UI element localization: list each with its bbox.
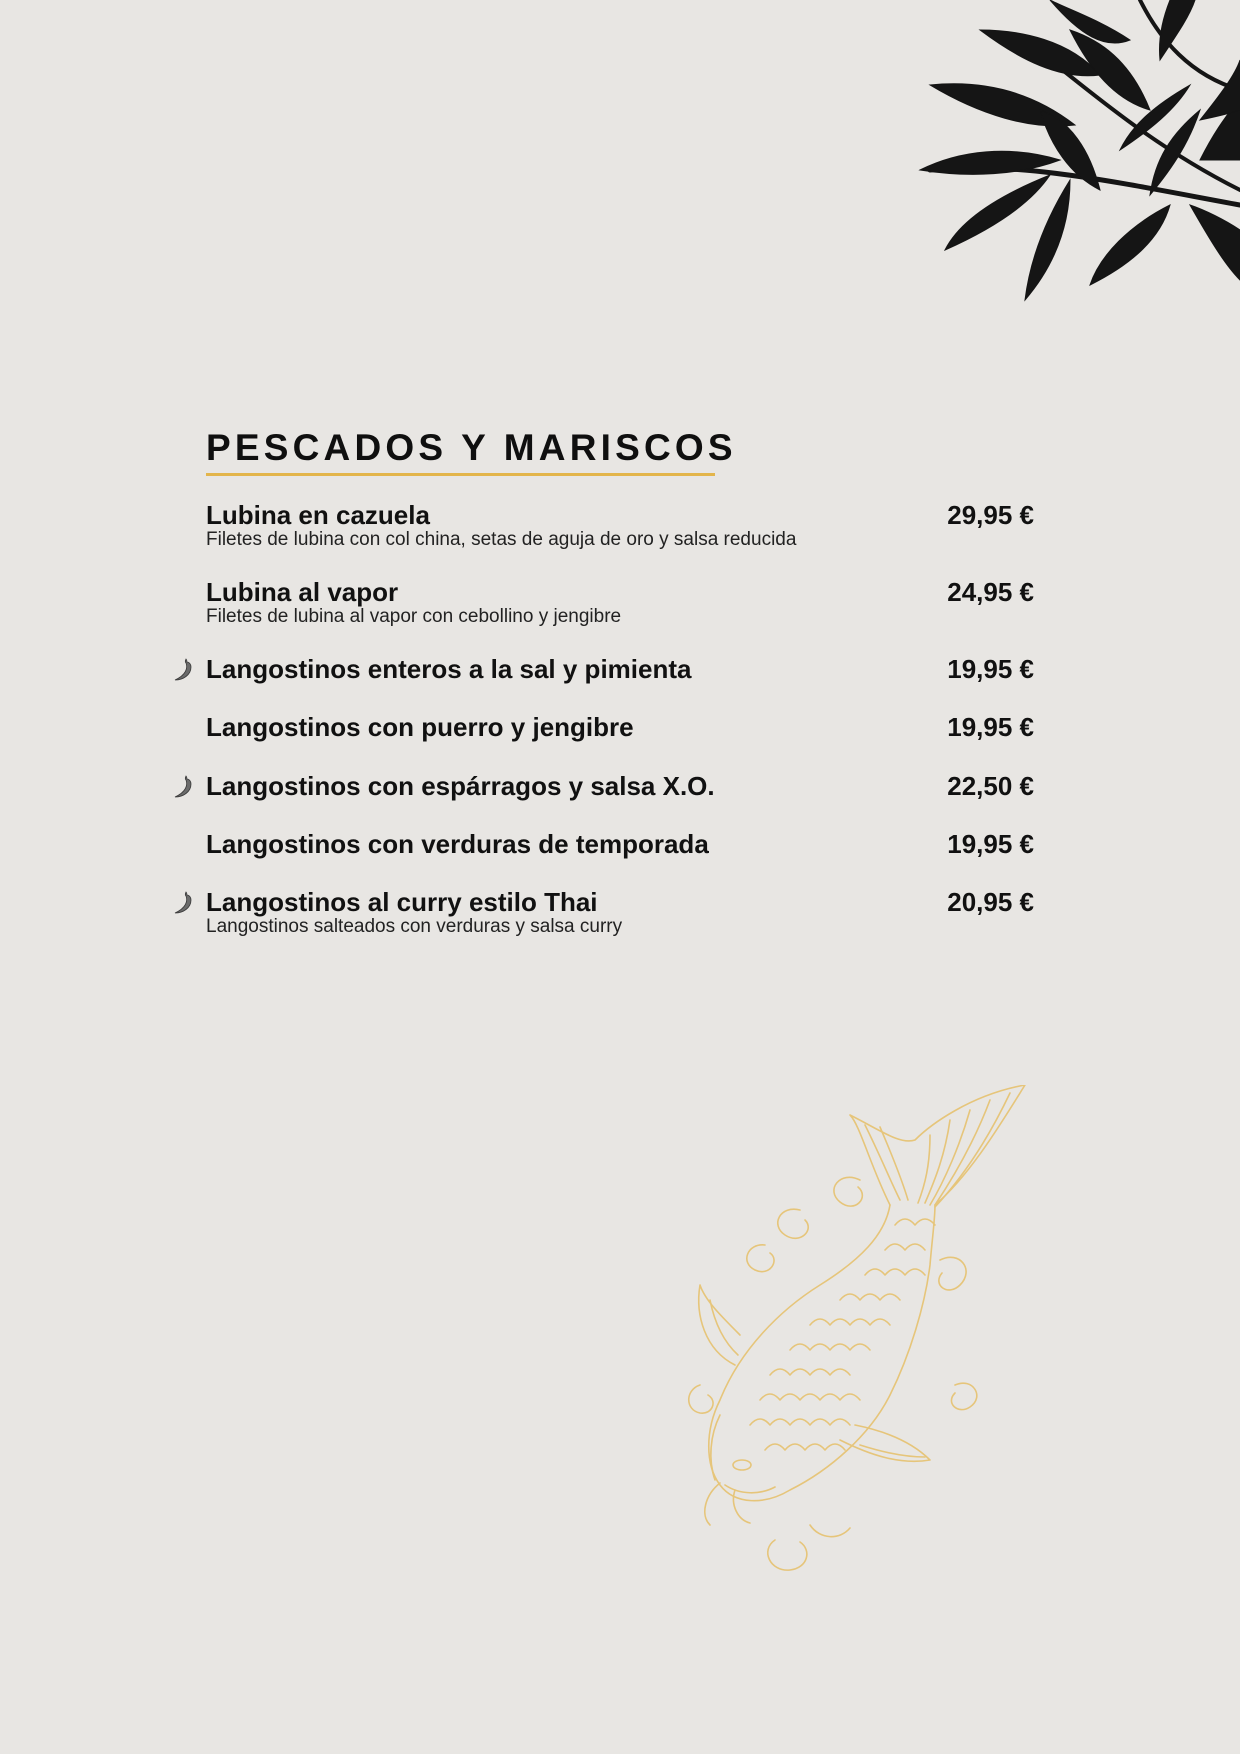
item-name: Lubina al vapor xyxy=(206,577,399,607)
section-title: PESCADOS Y MARISCOS xyxy=(206,427,737,468)
item-price: 19,95 € xyxy=(947,654,1034,684)
item-description: Filetes de lubina al vapor con cebollino y jengibre xyxy=(206,606,622,627)
item-name: Langostinos con espárragos y salsa X.O. xyxy=(206,771,715,801)
item-price: 19,95 € xyxy=(947,829,1034,859)
item-name: Langostinos con verduras de temporada xyxy=(206,829,709,859)
bamboo-leaves-icon xyxy=(900,0,1240,310)
item-name: Lubina en cazuela xyxy=(206,500,430,530)
koi-fish-icon xyxy=(680,1085,1035,1575)
item-name: Langostinos con puerro y jengibre xyxy=(206,712,634,742)
item-description: Filetes de lubina con col china, setas de aguja de oro y salsa reducida xyxy=(206,529,797,550)
item-price: 20,95 € xyxy=(947,887,1034,917)
chili-pepper-icon xyxy=(171,657,193,683)
item-name: Langostinos enteros a la sal y pimienta xyxy=(206,654,692,684)
chili-pepper-icon xyxy=(171,774,193,800)
item-price: 29,95 € xyxy=(947,500,1034,530)
item-price: 24,95 € xyxy=(947,577,1034,607)
item-name: Langostinos al curry estilo Thai xyxy=(206,887,598,917)
item-description: Langostinos salteados con verduras y salsa curry xyxy=(206,916,623,937)
chili-pepper-icon xyxy=(171,890,193,916)
title-underline xyxy=(206,473,715,476)
item-price: 22,50 € xyxy=(947,771,1034,801)
item-price: 19,95 € xyxy=(947,712,1034,742)
